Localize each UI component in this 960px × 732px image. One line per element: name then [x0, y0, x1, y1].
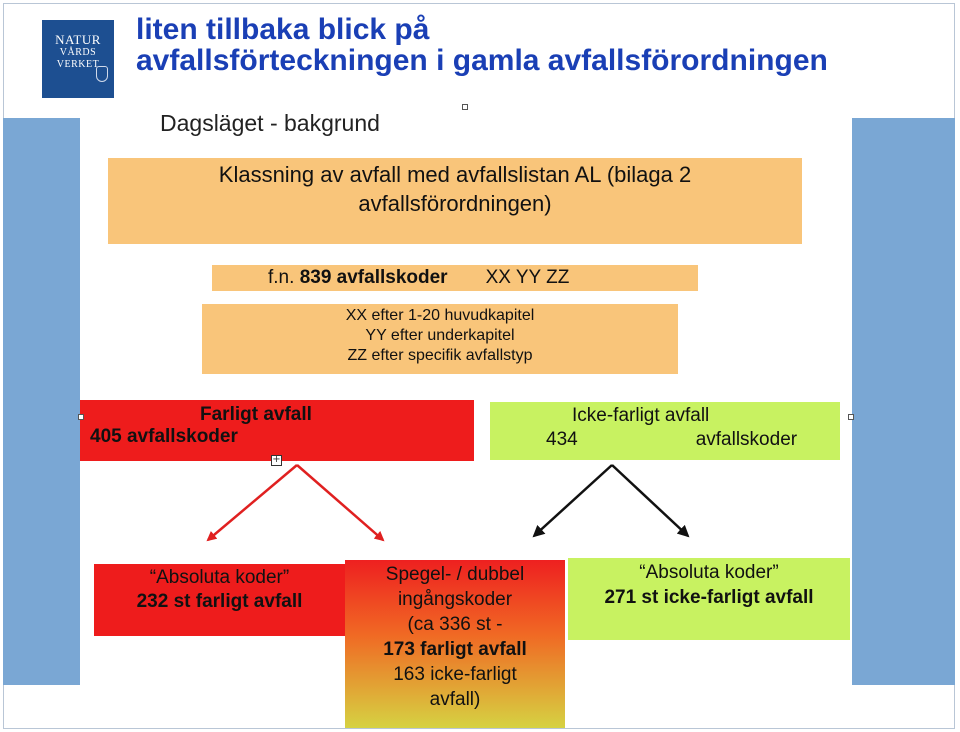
non-hazardous-count-label: avfallskoder	[695, 429, 798, 450]
code-structure-line-3: ZZ efter specifik avfallstyp	[347, 347, 533, 364]
mirror-line-1: Spegel- / dubbel	[385, 564, 525, 585]
logo-line-3: VERKET	[56, 59, 100, 70]
non-hazardous-count-row	[490, 428, 840, 452]
absolute-non-hazardous-title: “Absoluta koder”	[639, 562, 779, 583]
classification-line-1: Klassning av avfall med avfallslistan AL (bilaga 2	[218, 162, 692, 187]
mirror-line-3: (ca 336 st -	[407, 614, 503, 635]
hazardous-count: 405 avfallskoder	[90, 426, 238, 447]
code-structure-line-2: YY efter underkapitel	[365, 327, 515, 344]
code-format: XX YY ZZ	[485, 267, 570, 288]
code-structure-line-1: XX efter 1-20 huvudkapitel	[345, 307, 535, 324]
logo-line-1: NATUR	[55, 32, 101, 47]
non-hazardous-count: 434	[546, 429, 578, 450]
resize-handle-left[interactable]	[78, 414, 84, 420]
mirror-line-6: avfall)	[429, 689, 481, 710]
mirror-line-2: ingångskoder	[397, 589, 513, 610]
hazardous-waste-box	[80, 400, 474, 461]
mirror-line-5: 163 icke-farligt	[393, 664, 517, 685]
classification-box	[108, 158, 802, 244]
title-line-2: avfallsförteckningen i gamla avfallsförordningen	[136, 44, 828, 77]
diagram-heading: Dagsläget - bakgrund	[160, 110, 380, 136]
absolute-hazardous-count: 232 st farligt avfall	[136, 591, 303, 612]
absolute-hazardous-title: “Absoluta koder”	[149, 567, 290, 588]
absolute-non-hazardous-box	[568, 558, 850, 640]
non-hazardous-title: Icke-farligt avfall	[572, 405, 710, 426]
hazardous-title: Farligt avfall	[200, 404, 312, 425]
mirror-line-4: 173 farligt avfall	[383, 639, 527, 660]
expand-icon[interactable]: +	[272, 454, 281, 465]
naturvardsverket-logo	[42, 20, 114, 98]
absolute-hazardous-box	[94, 564, 345, 636]
crest-icon	[96, 66, 108, 82]
resize-handle-top[interactable]	[462, 104, 468, 110]
code-count-prefix: f.n.	[268, 267, 300, 288]
code-count-box	[212, 265, 698, 291]
classification-line-2: avfallsförordningen)	[358, 191, 552, 216]
logo-line-2: VÅRDS	[59, 47, 97, 58]
mirror-codes-box	[345, 560, 565, 728]
code-count-value: 839 avfallskoder	[299, 267, 448, 288]
title-line-1: liten tillbaka blick på	[136, 13, 430, 46]
page-title	[136, 14, 828, 76]
resize-handle-right[interactable]	[848, 414, 854, 420]
non-hazardous-waste-box	[490, 402, 840, 460]
absolute-non-hazardous-count: 271 st icke-farligt avfall	[604, 587, 814, 608]
code-structure-box	[202, 304, 678, 374]
embedded-diagram	[80, 108, 852, 728]
